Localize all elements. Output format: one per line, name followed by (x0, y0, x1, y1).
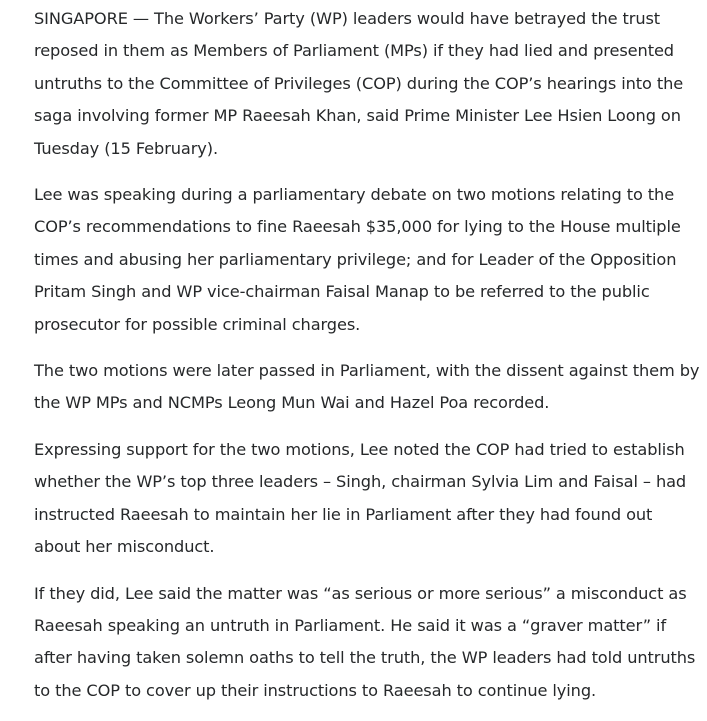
article-paragraph: If they did, Lee said the matter was “as serious or more serious” a misconduct as Raeesah speaking an untruth in Parliament. He said it was a “graver matter” if after having taken solemn oaths to tell the truth, the WP leaders had told untruths to the COP to cover up their instructions to Raeesah to continue lying. (34, 583, 696, 700)
article-paragraph: The two motions were later passed in Parliament, with the dissent against them by the WP MPs and NCMPs Leong Mun Wai and Hazel Poa recorded. (34, 361, 700, 413)
article-paragraph: SINGAPORE — The Workers’ Party (WP) leaders would have betrayed the trust reposed in them as Members of Parliament (MPs) if they had lied and presented untruths to the Committee of Privileges (COP) during the COP’s hearings into the saga involving former MP Raeesah Khan, said Prime Minister Lee Hsien Loong on Tuesday (15 February). (34, 9, 684, 158)
article-body (34, 3, 702, 721)
article-paragraph: Expressing support for the two motions, Lee noted the COP had tried to establish whether the WP’s top three leaders – Singh, chairman Sylvia Lim and Faisal – had instructed Raeesah to maintain her lie in Parliament after they had found out about her misconduct. (34, 439, 687, 557)
article-paragraph: Lee was speaking during a parliamentary debate on two motions relating to the COP’s recommendations to fine Raeesah $35,000 for lying to the House multiple times and abusing her parliamentary privilege; and for Leader of the Opposition Pritam Singh and WP vice-chairman Faisal Manap to be referred to the public prosecutor for possible criminal charges. (34, 185, 681, 334)
